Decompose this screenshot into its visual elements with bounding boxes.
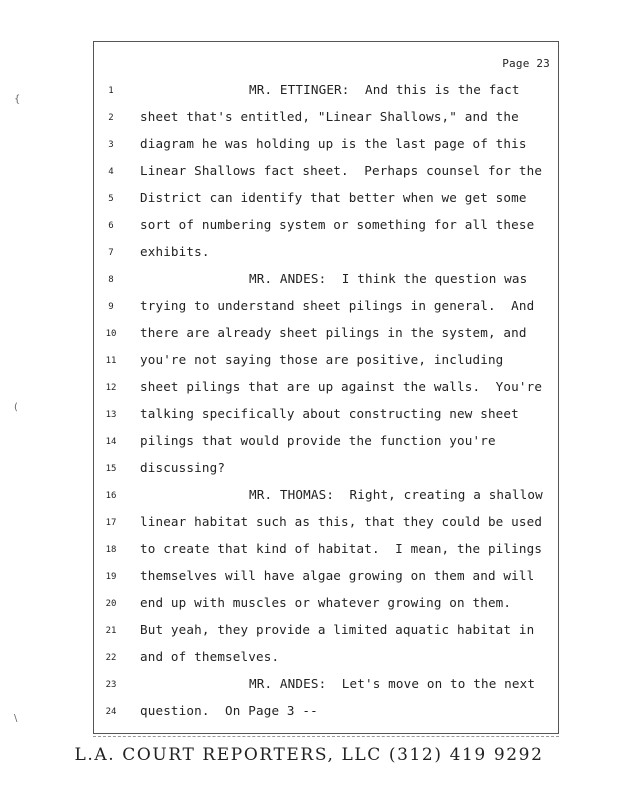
transcript-line xyxy=(94,138,560,165)
transcript-page xyxy=(93,41,559,734)
line-number: 3 xyxy=(108,140,114,150)
line-text: discussing? xyxy=(140,460,226,475)
line-number: 8 xyxy=(108,275,114,285)
line-number: 6 xyxy=(108,221,114,231)
line-number: 21 xyxy=(105,626,117,636)
line-text: exhibits. xyxy=(140,244,210,259)
line-text: sort of numbering system or something for all these xyxy=(140,217,535,232)
margin-mark: { xyxy=(14,94,21,105)
transcript-line xyxy=(94,381,560,408)
line-text: MR. ANDES: Let's move on to the next xyxy=(249,676,536,691)
line-number: 10 xyxy=(105,329,117,339)
line-number: 7 xyxy=(108,248,114,258)
transcript-line xyxy=(94,624,560,651)
transcript-line xyxy=(94,246,560,273)
reporter-footer: L.A. COURT REPORTERS, LLC (312) 419 9292 xyxy=(74,745,544,765)
line-text: sheet pilings that are up against the walls. You're xyxy=(140,379,543,394)
line-number: 23 xyxy=(105,680,117,690)
line-text: MR. THOMAS: Right, creating a shallow xyxy=(249,487,543,502)
transcript-line xyxy=(94,273,560,300)
margin-mark: ( xyxy=(14,402,18,413)
line-number: 24 xyxy=(105,707,117,717)
transcript-line xyxy=(94,678,560,705)
line-text: you're not saying those are positive, including xyxy=(140,352,504,367)
transcript-line xyxy=(94,651,560,678)
line-text: talking specifically about constructing new sheet xyxy=(140,406,519,421)
line-number: 12 xyxy=(105,383,117,393)
transcript-line xyxy=(94,354,560,381)
line-text: trying to understand sheet pilings in general. And xyxy=(140,298,535,313)
transcript-line xyxy=(94,462,560,489)
line-number: 4 xyxy=(108,167,114,177)
line-number: 17 xyxy=(105,518,117,528)
transcript-line xyxy=(94,435,560,462)
line-number: 20 xyxy=(105,599,117,609)
line-text: But yeah, they provide a limited aquatic habitat in xyxy=(140,622,535,637)
line-text: diagram he was holding up is the last page of this xyxy=(140,136,527,151)
transcript-line xyxy=(94,543,560,570)
transcript-line xyxy=(94,489,560,516)
line-text: themselves will have algae growing on them and will xyxy=(140,568,535,583)
transcript-line xyxy=(94,408,560,435)
line-text: there are already sheet pilings in the system, and xyxy=(140,325,527,340)
transcript-line xyxy=(94,84,560,111)
page-number: Page 23 xyxy=(502,57,550,70)
line-text: pilings that would provide the function you're xyxy=(140,433,496,448)
line-number: 13 xyxy=(105,410,117,420)
line-text: sheet that's entitled, "Linear Shallows," and the xyxy=(140,109,519,124)
line-text: MR. ETTINGER: And this is the fact xyxy=(249,82,520,97)
line-number: 18 xyxy=(105,545,117,555)
transcript-line xyxy=(94,597,560,624)
transcript-line xyxy=(94,705,560,732)
transcript-line xyxy=(94,516,560,543)
margin-mark: \ xyxy=(14,713,18,724)
line-number: 11 xyxy=(105,356,117,366)
transcript-line xyxy=(94,111,560,138)
transcript-line xyxy=(94,192,560,219)
line-number: 1 xyxy=(108,86,114,96)
line-number: 2 xyxy=(108,113,114,123)
transcript-line xyxy=(94,219,560,246)
line-number: 9 xyxy=(108,302,114,312)
transcript-line xyxy=(94,165,560,192)
line-number: 19 xyxy=(105,572,117,582)
line-text: District can identify that better when we get some xyxy=(140,190,527,205)
line-number: 14 xyxy=(105,437,117,447)
line-text: MR. ANDES: I think the question was xyxy=(249,271,528,286)
transcript-line xyxy=(94,300,560,327)
line-text: end up with muscles or whatever growing on them. xyxy=(140,595,512,610)
line-text: Linear Shallows fact sheet. Perhaps counsel for the xyxy=(140,163,543,178)
line-text: and of themselves. xyxy=(140,649,280,664)
line-text: question. On Page 3 -- xyxy=(140,703,318,718)
line-text: linear habitat such as this, that they could be used xyxy=(140,514,543,529)
line-number: 5 xyxy=(108,194,114,204)
line-number: 15 xyxy=(105,464,117,474)
line-number: 22 xyxy=(105,653,117,663)
transcript-line xyxy=(94,570,560,597)
line-number: 16 xyxy=(105,491,117,501)
line-text: to create that kind of habitat. I mean, the pilings xyxy=(140,541,543,556)
transcript-line xyxy=(94,327,560,354)
